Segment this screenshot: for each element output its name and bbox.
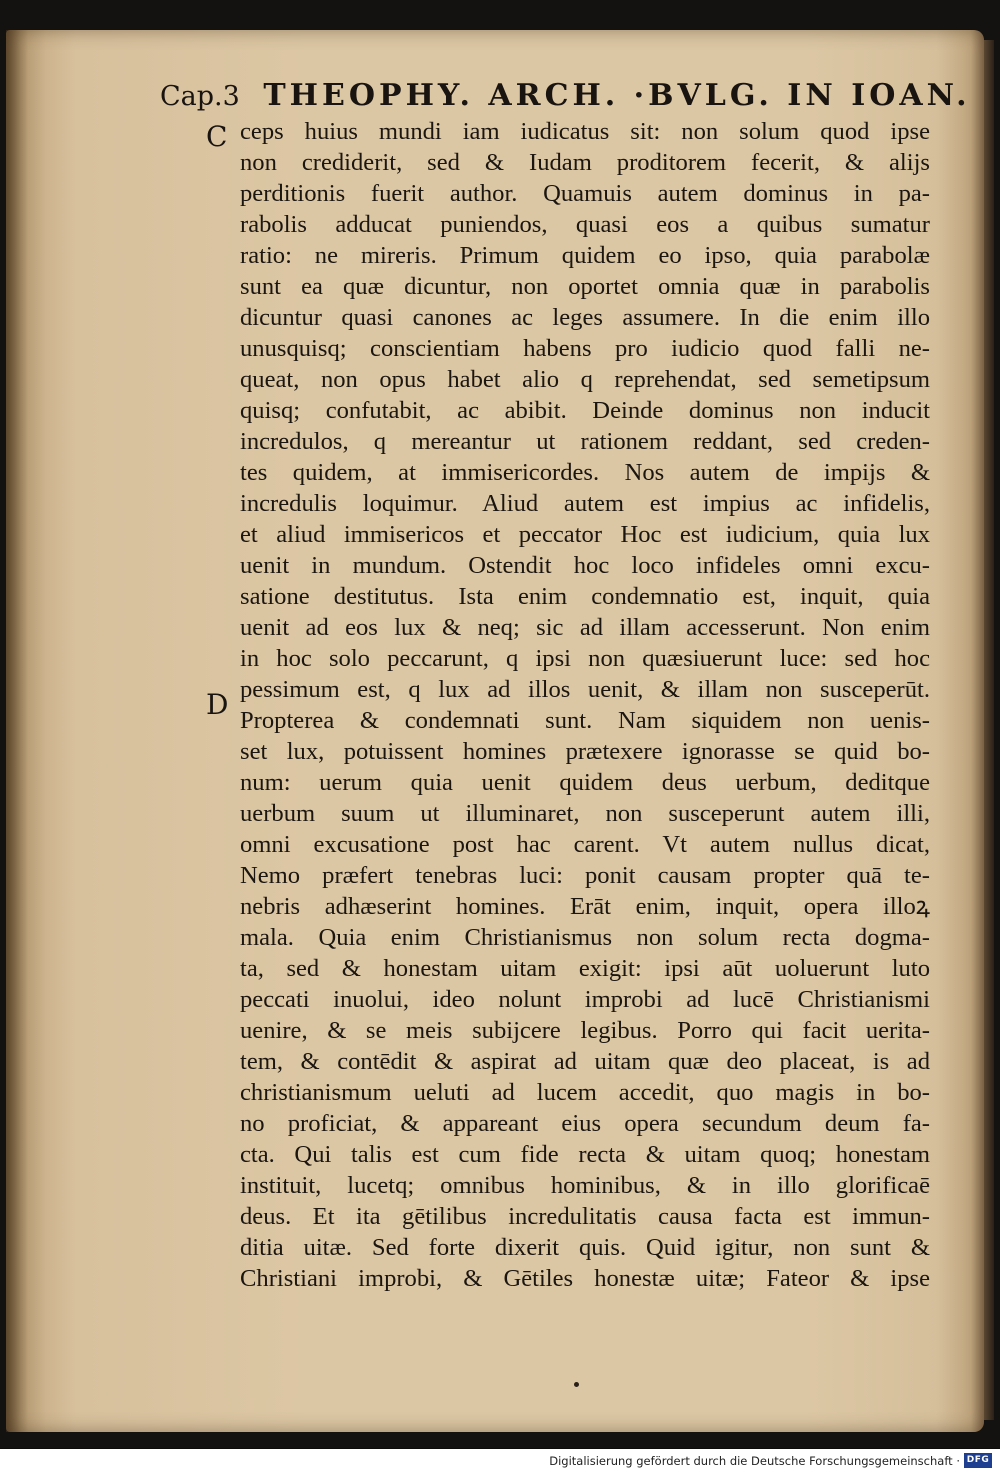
text-line: dicuntur quasi canones ac leges assumere. In die enim illo [240, 304, 930, 331]
text-line: incredulos, q mereantur ut rationem reddant, sed creden- [240, 428, 930, 455]
text-line: instituit, lucetq; omnibus hominibus, & in illo glorificaē [240, 1172, 930, 1199]
text-line: et aliud immisericos et peccator Hoc est iudicium, quia lux [240, 521, 930, 548]
dfg-logo-icon: DFG [964, 1453, 992, 1468]
text-line: incredulis loquimur. Aliud autem est impius ac infidelis, [240, 490, 930, 517]
text-line: num: uerum quia uenit quidem deus uerbum, deditque [240, 769, 930, 796]
text-line: Nemo præfert tenebras luci: ponit causam propter quā te- [240, 862, 930, 889]
text-line: ratio: ne mireris. Primum quidem eo ipso, quia parabolæ [240, 242, 930, 269]
footer-bar [0, 1449, 1000, 1474]
text-line: ditia uitæ. Sed forte dixerit quis. Quid igitur, non sunt & [240, 1234, 930, 1261]
text-line: no proficiat, & appareant eius opera secundum deum fa- [240, 1110, 930, 1137]
text-line: sunt ea quæ dicuntur, non oportet omnia quæ in parabolis [240, 273, 930, 300]
text-line: pessimum est, q lux ad illos uenit, & illam non susceperūt. [240, 676, 930, 703]
text-line: tes quidem, at immisericordes. Nos autem de impijs & [240, 459, 930, 486]
text-line: set lux, potuissent homines prætexere ignorasse se quid bo- [240, 738, 930, 765]
page-dot [574, 1382, 579, 1387]
page-edge [984, 40, 994, 1420]
section-marker-c: C [206, 120, 228, 153]
text-line: ta, sed & honestam uitam exigit: ipsi aūt uoluerunt luto [240, 955, 930, 982]
text-line: uenit in mundum. Ostendit hoc loco infideles omni excu- [240, 552, 930, 579]
text-line: satione destitutus. Ista enim condemnatio est, inquit, quia [240, 583, 930, 610]
text-line: nebris adhæserint homines. Erāt enim, inquit, opera illoꝝ [240, 893, 930, 920]
text-line: non crediderit, sed & Iudam proditorem fecerit, & alijs [240, 149, 930, 176]
text-line: uenit ad eos lux & neq; sic ad illam accesserunt. Non enim [240, 614, 930, 641]
section-marker-d: D [206, 688, 229, 721]
text-line: uenire, & se meis subijcere legibus. Porro qui facit uerita- [240, 1017, 930, 1044]
text-line: cta. Qui talis est cum fide recta & uitam quoq; honestam [240, 1141, 930, 1168]
text-line: christianismum ueluti ad lucem accedit, quo magis in bo- [240, 1079, 930, 1106]
text-line: mala. Quia enim Christianismus non solum recta dogma- [240, 924, 930, 951]
running-title: THEOPHY. ARCH. ·BVLG. IN IOAN. [263, 78, 971, 113]
text-line: queat, non opus habet alio q reprehendat, sed semetipsum [240, 366, 930, 393]
text-line: deus. Et ita gētilibus incredulitatis causa facta est immun- [240, 1203, 930, 1230]
text-line: omni excusatione post hac carent. Vt autem nullus dicat, [240, 831, 930, 858]
text-line: Christiani improbi, & Gētiles honestæ uitæ; Fateor & ipse [240, 1265, 930, 1292]
body-text [240, 116, 930, 1294]
text-line: perditionis fuerit author. Quamuis autem dominus in pa- [240, 180, 930, 207]
text-line: uerbum suum ut illuminaret, non susceperunt autem illi, [240, 800, 930, 827]
text-line: in hoc solo peccarunt, q ipsi non quæsiuerunt luce: sed hoc [240, 645, 930, 672]
text-line: tem, & contēdit & aspirat ad uitam quæ deo placeat, is ad [240, 1048, 930, 1075]
text-line: peccati inuolui, ideo nolunt improbi ad lucē Christianismi [240, 986, 930, 1013]
text-line: quisq; confutabit, ac abibit. Deinde dominus non inducit [240, 397, 930, 424]
text-line: rabolis adducat puniendos, quasi eos a quibus sumatur [240, 211, 930, 238]
page-gutter [6, 30, 28, 1432]
chapter-label: Cap.3 [160, 81, 240, 112]
footer-credit: Digitalisierung gefördert durch die Deutsche Forschungsgemeinschaft · [549, 1454, 960, 1468]
text-line: unusquisq; conscientiam habens pro iudicio quod falli ne- [240, 335, 930, 362]
text-line: Propterea & condemnati sunt. Nam siquidem non uenis- [240, 707, 930, 734]
running-head [160, 78, 971, 113]
text-line: ceps huius mundi iam iudicatus sit: non solum quod ipse [240, 118, 930, 145]
